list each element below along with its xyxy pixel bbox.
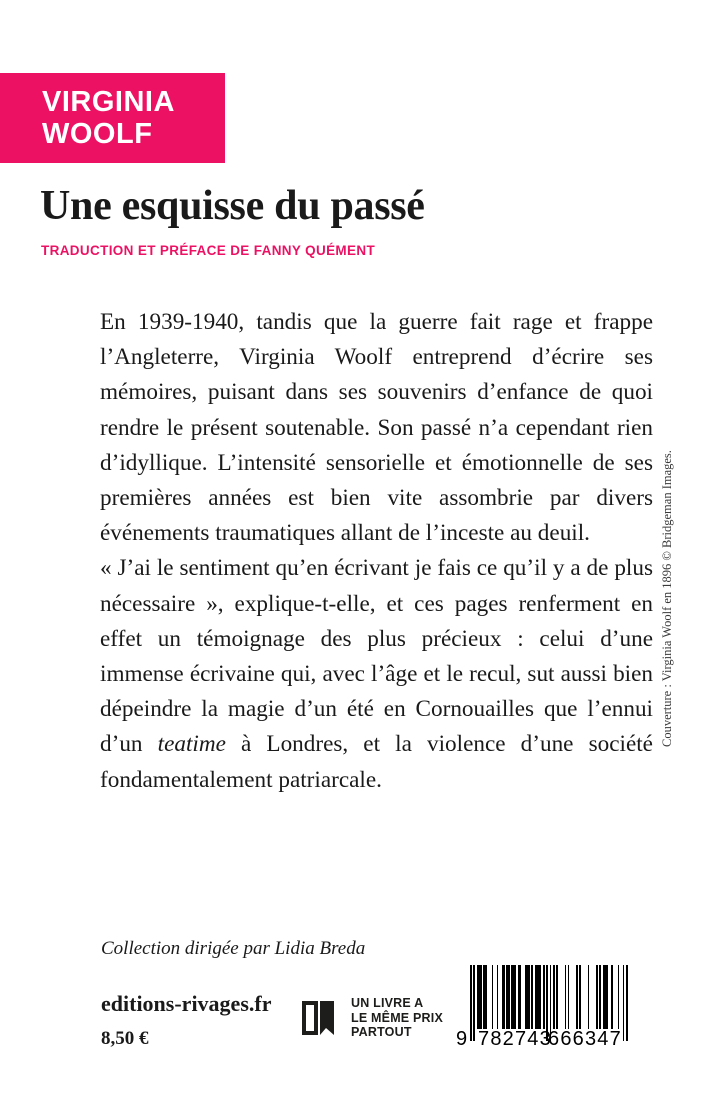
blurb-paragraph-2 — [100, 551, 653, 797]
back-cover-blurb — [100, 305, 653, 798]
barcode-right-group: 666347 — [548, 1028, 622, 1050]
translation-credit: TRADUCTION ET PRÉFACE DE FANNY QUÉMENT — [41, 243, 376, 258]
publisher-website[interactable]: editions-rivages.fr — [101, 991, 272, 1016]
collection-editor: Collection dirigée par Lidia Breda — [101, 938, 366, 959]
blurb-italic-term: teatime — [157, 731, 226, 758]
barcode-lead-digit: 9 — [456, 1028, 469, 1050]
same-price-logo — [300, 996, 443, 1040]
price-label: 8,50 € — [101, 1028, 149, 1049]
author-last-name: WOOLF — [42, 118, 153, 150]
same-price-line-1: UN LIVRE A — [351, 996, 424, 1010]
author-first-name: VIRGINIA — [42, 86, 175, 118]
open-book-one-icon — [300, 998, 342, 1038]
ean13-barcode — [456, 965, 628, 1058]
same-price-logo-text — [351, 996, 443, 1040]
blurb-paragraph-1-text: En 1939-1940, tandis que la guerre fait rage et frappe l’Angleterre, Virginia Woolf entreprend d’écrire ses mémoires, puisant dans ses souvenirs d’enfance de quoi rendre le présent soutenable. Son passé n’a cependant rien d’idyllique. L’intensité sensorielle et émotionnelle de ses premières années est bien vite assombrie par divers événements traumatiques allant de l’inceste au deuil. — [100, 309, 653, 547]
cover-image-credit: Couverture : Virginia Woolf en 1896 © Bridgeman Images. — [660, 450, 674, 747]
author-name-block — [0, 73, 225, 163]
barcode-left-group: 782743 — [478, 1028, 552, 1050]
book-title: Une esquisse du passé — [40, 183, 425, 229]
blurb-paragraph-1 — [100, 305, 653, 551]
blurb-paragraph-2-text-after: à Londres, et la violence d’une société fondamentalement patriarcale. — [100, 731, 653, 793]
same-price-line-3: PARTOUT — [351, 1025, 412, 1039]
blurb-paragraph-2-text-before: « J’ai le sentiment qu’en écrivant je fais ce qu’il y a de plus nécessaire », explique-t-elle, et ces pages renferment en effet un témoignage des plus précieux : celui d’une immense écrivaine qui, avec l’âge et le recul, sut aussi bien dépeindre la magie d’un été en Cornouailles que l’ennui d’un — [100, 555, 653, 758]
same-price-line-2: LE MÊME PRIX — [351, 1010, 443, 1025]
